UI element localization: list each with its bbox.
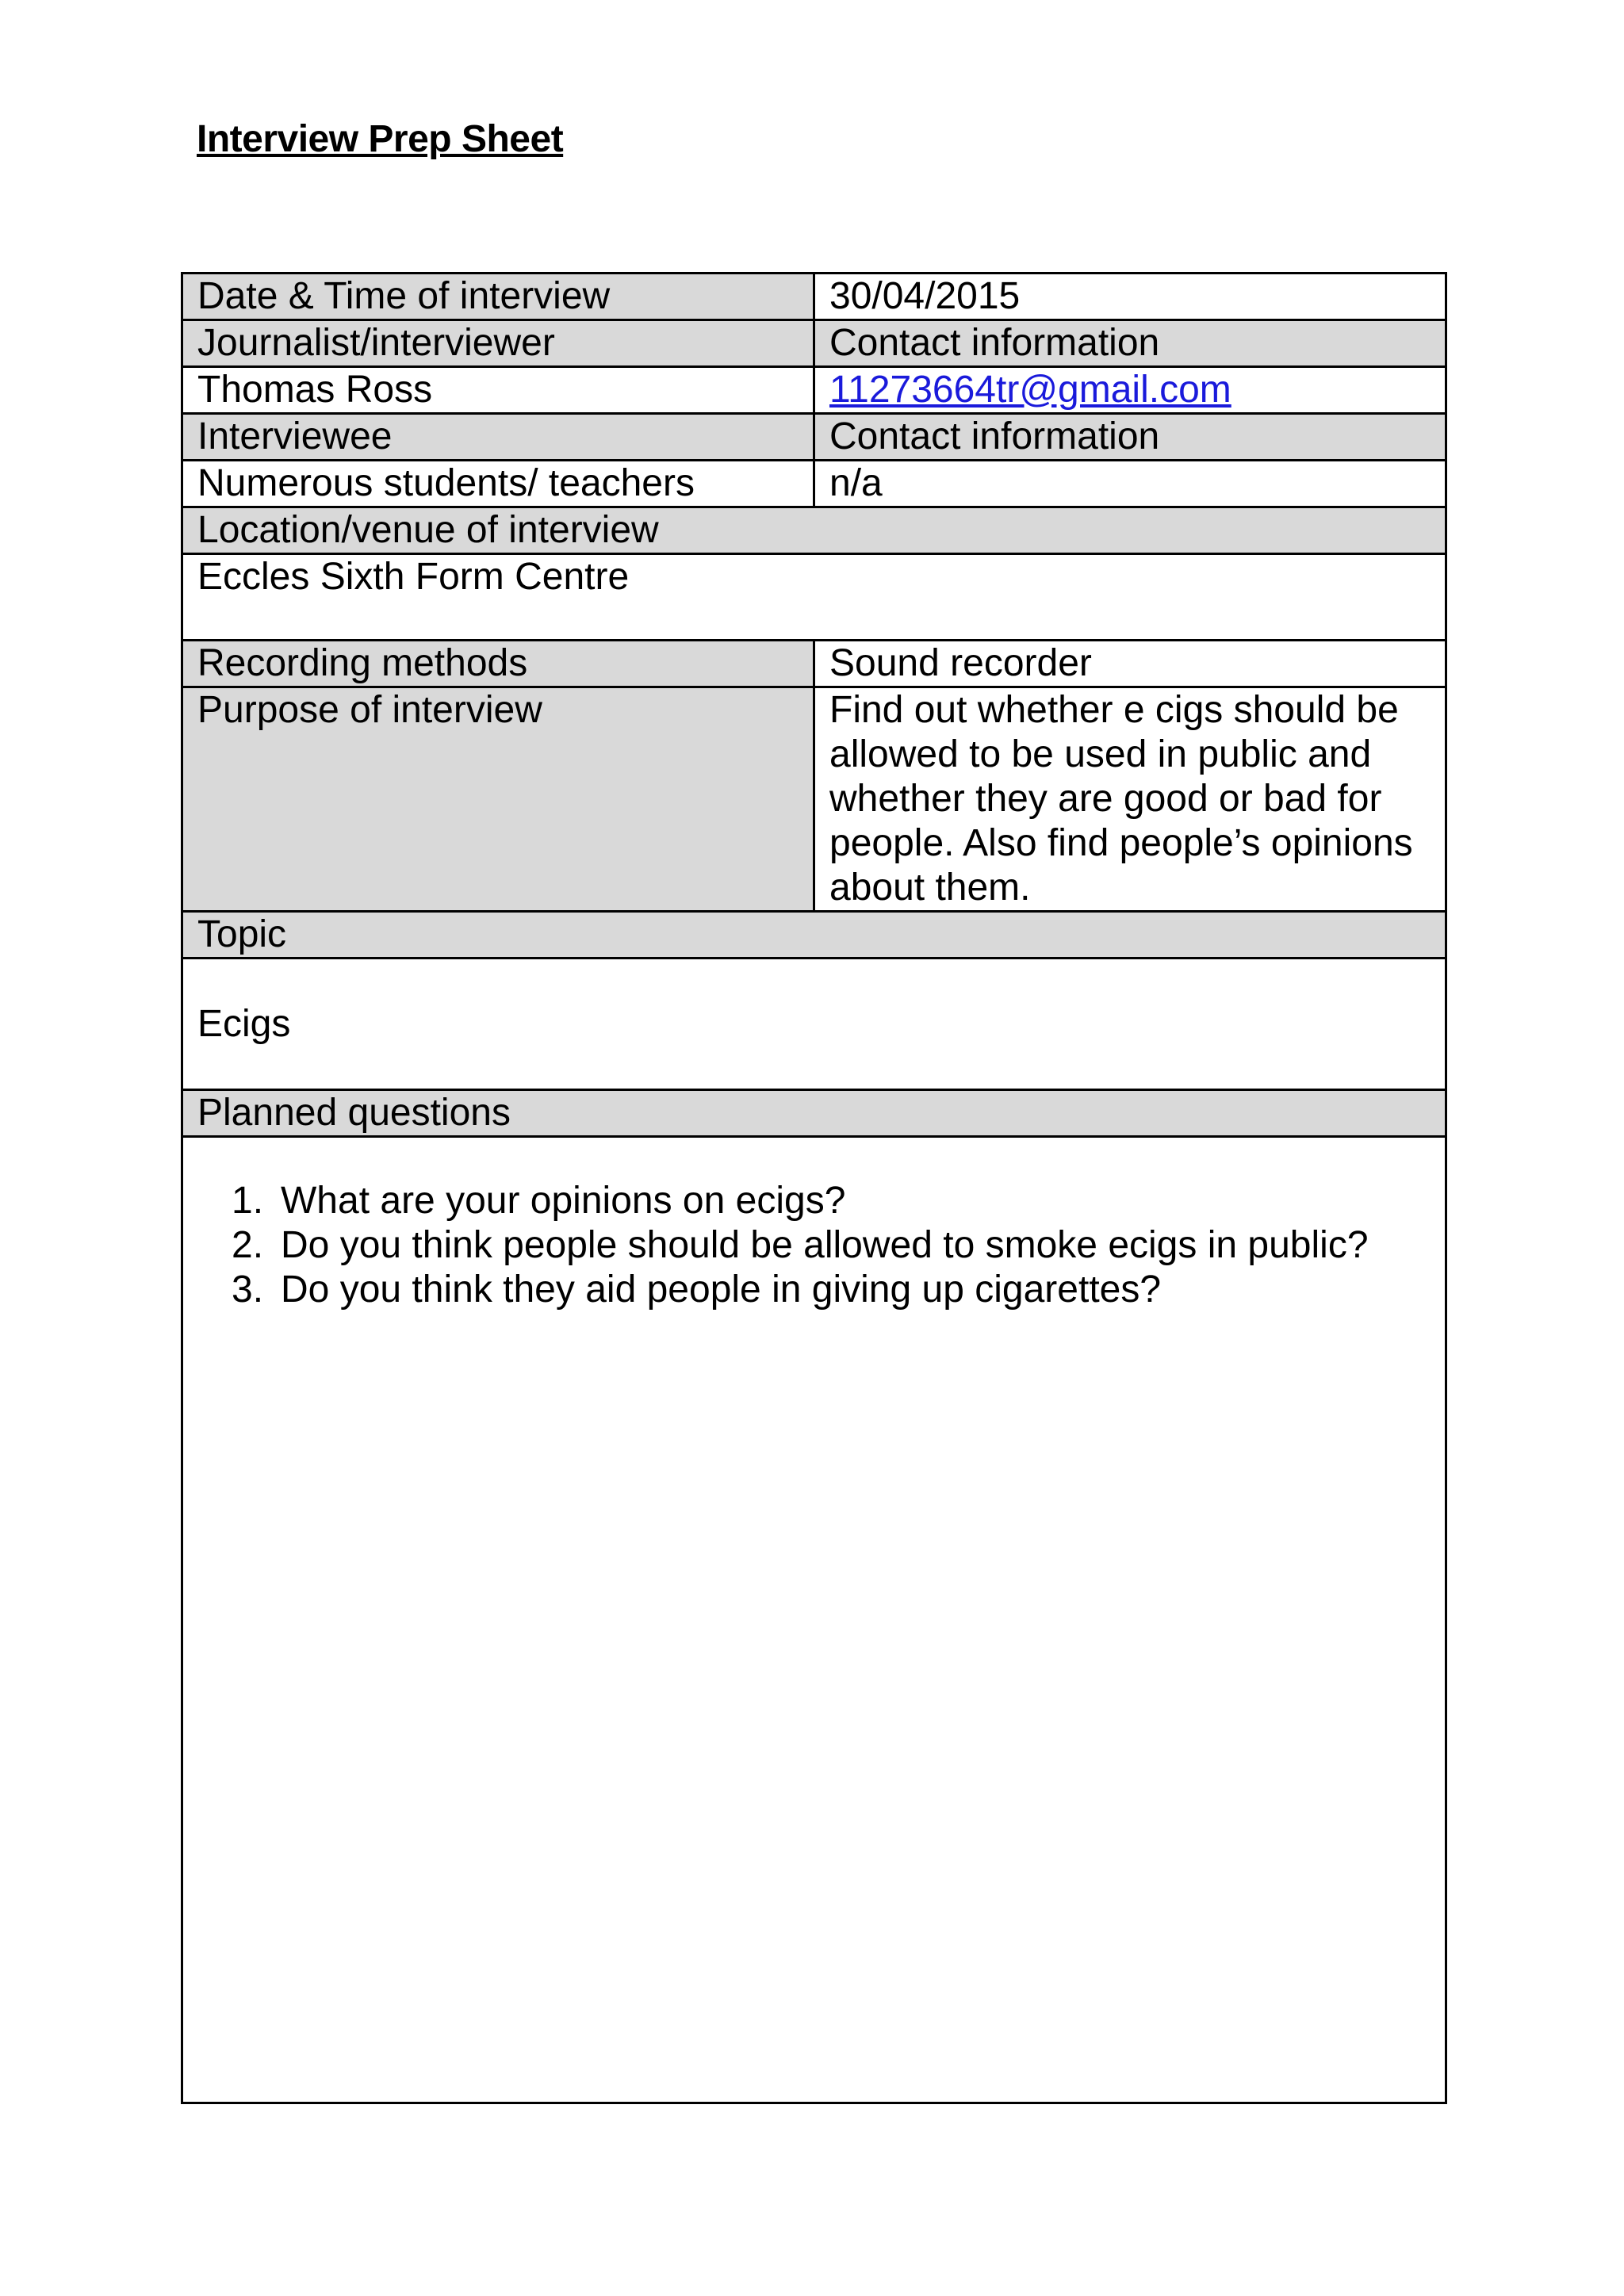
- question-item: [232, 1268, 1431, 1312]
- location-label: Location/venue of interview: [182, 507, 1446, 554]
- journalist-email-cell: [814, 367, 1446, 414]
- table-row: [182, 959, 1446, 1090]
- question-number: 1.: [232, 1180, 264, 1222]
- journalist-email-link[interactable]: 11273664tr@gmail.com: [829, 369, 1231, 411]
- questions-cell: [182, 1137, 1446, 2103]
- date-label: Date & Time of interview: [182, 274, 814, 320]
- table-row: [182, 320, 1446, 367]
- question-item: [232, 1179, 1431, 1223]
- table-row: [182, 367, 1446, 414]
- question-item: [232, 1223, 1431, 1268]
- question-text: What are your opinions on ecigs?: [281, 1180, 846, 1222]
- topic-value: Ecigs: [182, 959, 1446, 1090]
- table-row: [182, 912, 1446, 959]
- question-number: 2.: [232, 1224, 264, 1266]
- journalist-name: Thomas Ross: [182, 367, 814, 414]
- date-value: 30/04/2015: [814, 274, 1446, 320]
- table-row: [182, 1137, 1446, 2103]
- table-row: [182, 641, 1446, 687]
- table-row: [182, 554, 1446, 641]
- interviewee-name: Numerous students/ teachers: [182, 461, 814, 507]
- question-text: Do you think they aid people in giving up cigarettes?: [281, 1269, 1162, 1311]
- question-number: 3.: [232, 1269, 264, 1311]
- table-row: [182, 687, 1446, 912]
- table-row: [182, 507, 1446, 554]
- questions-label: Planned questions: [182, 1090, 1446, 1137]
- location-value: Eccles Sixth Form Centre: [182, 554, 1446, 641]
- planned-questions-list: [197, 1179, 1431, 1312]
- table-row: [182, 461, 1446, 507]
- interviewee-contact: n/a: [814, 461, 1446, 507]
- topic-label: Topic: [182, 912, 1446, 959]
- interview-prep-table: [181, 272, 1447, 2104]
- interviewee-label: Interviewee: [182, 414, 814, 461]
- purpose-label: Purpose of interview: [182, 687, 814, 912]
- journalist-label: Journalist/interviewer: [182, 320, 814, 367]
- table-row: [182, 1090, 1446, 1137]
- purpose-value: Find out whether e cigs should be allowed to be used in public and whether they are good or bad for people. Also find people’s opinions about them.: [814, 687, 1446, 912]
- journalist-contact-label: Contact information: [814, 320, 1446, 367]
- recording-value: Sound recorder: [814, 641, 1446, 687]
- interviewee-contact-label: Contact information: [814, 414, 1446, 461]
- table-row: [182, 414, 1446, 461]
- table-row: [182, 274, 1446, 320]
- page-title: Interview Prep Sheet: [197, 118, 564, 160]
- recording-label: Recording methods: [182, 641, 814, 687]
- question-text: Do you think people should be allowed to smoke ecigs in public?: [281, 1224, 1369, 1266]
